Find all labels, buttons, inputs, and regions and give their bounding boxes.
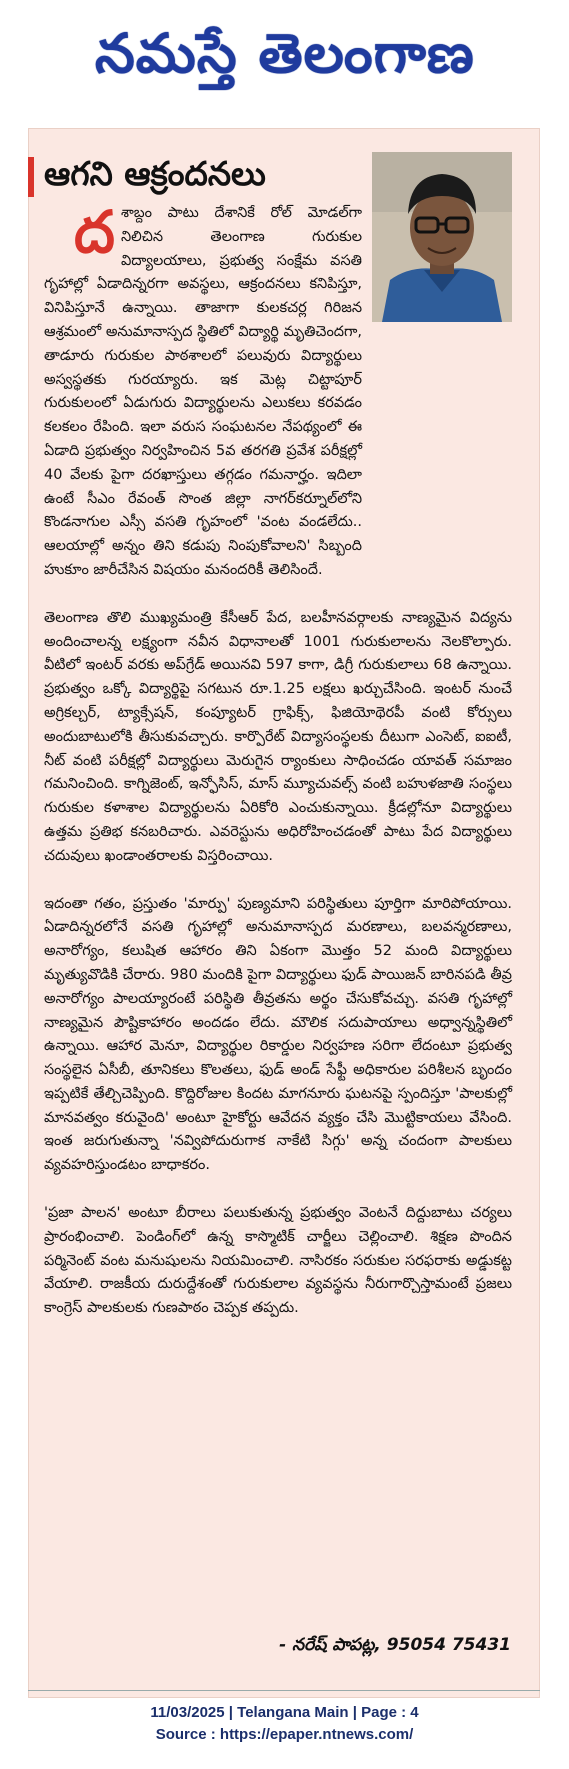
article-body [44,198,512,1345]
paragraph-4: 'ప్రజా పాలన' అంటూ బీరాలు పలుకుతున్న ప్రభుత్వం వెంటనే దిద్దుబాటు చర్యలు ప్రారంభించాలి. పెండింగ్‌లో ఉన్న కాస్మొటిక్ చార్జీలు చెల్లించాలి. శిక్షణ పొందిన పర్మినెంట్ వంట మనుషులను నియమించాలి. నాసిరకం సరుకుల సరఫరాకు అడ్డుకట్ట వేయాలి. రాజకీయ దురుద్దేశంతో గురుకులాల వ్యవస్థను నీరుగార్చొస్తామంటే ప్రజలు కాంగ్రెస్ పాలకులకు గుణపాఠం చెప్పక తప్పదు. [44,1205,512,1317]
newspaper-title: నమస్తే తెలంగాణ [94,21,475,85]
source-link[interactable]: Source : https://epaper.ntnews.com/ [155,1726,414,1743]
headline-accent-bar [28,157,34,197]
drop-cap: ద [74,198,115,266]
article-headline: ఆగని ఆక్రందనలు [44,154,266,193]
paragraph-3: ఇదంతా గతం, ప్రస్తుతం 'మార్పు' పుణ్యమాని పరిస్థితులు పూర్తిగా మారిపోయాయి. ఏడాదిన్నరలోనే వసతి గృహాల్లో అనుమానాస్పద మరణాలు, బలవన్మరణాలు, అనారోగ్యం, కలుషిత ఆహారం తిని ఏకంగా మొత్తం 52 మంది విద్యార్థులు మృత్యువొడికి చేరారు. 980 మందికి పైగా విద్యార్థులు ఫుడ్ పాయిజన్ బారినపడి తీవ్ర అనారోగ్యం పాలయ్యారంటే పరిస్థితి తీవ్రతను అర్థం చేసుకోవచ్చు. వసతి గృహాల్లో నాణ్యమైన పౌష్టికాహారం అందడం లేదు. మౌలిక సదుపాయాలు అధ్వాన్నస్థితిలో ఉన్నాయి. ఆహార మెనూ, విద్యార్థుల రికార్డుల నిర్వహణ సరిగా లేదంటూ ప్రభుత్వ సంస్థలైన ఏసీబీ, తూనికలు కొలతలు, ఫుడ్ అండ్ సేఫ్టీ అధికారుల పరిశీలన బృందం ఇప్పటికే తేల్చిచెప్పింది. కొద్దిరోజుల కిందట మాగనూరు ఘటనపై స్పందిస్తూ 'పాలకుల్లో మానవత్వం కరువైంది' అంటూ హైకోర్టు ఆవేదన వ్యక్తం చేసి మొట్టికాయలు వేసింది. ఇంత జరుగుతున్నా 'నవ్విపోదురుగాక నాకేటి సిగ్గు' అన్న చందంగా పాలకులు వ్యవహరిస్తుండటం బాధాకరం. [44,895,512,1174]
masthead [0,0,569,120]
page-footer [0,1702,569,1746]
footer-divider [28,1690,540,1691]
edition-info: 11/03/2025 | Telangana Main | Page : 4 [150,1704,419,1721]
paragraph-1 [44,198,362,583]
author-signature: - నరేష్ పాపట్ల, 95054 75431 [279,1635,511,1655]
paragraph-2: తెలంగాణ తొలి ముఖ్యమంత్రి కేసీఆర్ పేద, బలహీనవర్గాలకు నాణ్యమైన విద్యను అందించాలన్న లక్ష్యంగా నవీన విధానాలతో 1001 గురుకులాలను నెలకొల్పారు. వీటిలో ఇంటర్ వరకు అప్‌గ్రేడ్ అయినవి 597 కాగా, డిగ్రీ గురుకులాలు 68 ఉన్నాయి. ప్రభుత్వం ఒక్కో విద్యార్థిపై సగటున రూ.1.25 లక్షలు ఖర్చుచేసింది. ఇంటర్ నుంచే అగ్రికల్చర్, ట్యాక్సేషన్, కంప్యూటర్ గ్రాఫిక్స్, ఫిజియోథెరపీ వంటి కోర్సులు అందుబాటులోకి తీసుకువచ్చారు. కార్పొరేట్ విద్యాసంస్థలకు దీటుగా ఎంసెట్, ఐఐటీ, నీట్ వంటి పరీక్షల్లో విద్యార్థులు మెరుగైన ర్యాంకులు సాధించడం యావత్ సమాజం గమనించింది. కాగ్నిజెంట్, ఇన్ఫోసిస్, మాస్ మ్యూచువల్స్ వంటి బహుళజాతి సంస్థలు గురుకుల కళాశాల విద్యార్థులను ఏరికోరి ఎంచుకున్నాయి. క్రీడల్లోనూ విద్యార్థులు ఉత్తమ ప్రతిభ కనబరిచారు. ఎవరెస్టును అధిరోహించడంతో పాటు పేద విద్యార్థులు చదువులు ఖండాంతరాలకు విస్తరించాయి. [44,609,512,864]
paragraph-1-text: శాబ్దం పాటు దేశానికే రోల్ మోడల్‌గా నిలిచిన తెలంగాణ గురుకుల విద్యాలయాలు, ప్రభుత్వ సంక్షేమ వసతి గృహాల్లో ఏడాదిన్నరగా అవస్థలు, ఆక్రందనలు కనిపిస్తూ, వినిపిస్తూనే ఉన్నాయి. తాజాగా కులకచర్ల గిరిజన ఆశ్రమంలో అనుమానాస్పద స్థితిలో విద్యార్థి మృతిచెందగా, తాడూరు గురుకుల పాఠశాలలో పలువురు విద్యార్థులు అస్వస్థతకు గురయ్యారు. ఇక మెట్ల చిట్టాపూర్ గురుకులంలో ఏడుగురు విద్యార్థులను ఎలుకలు కరవడం కలకలం రేపింది. ఇలా వరుస సంఘటనల నేపథ్యంలో ఈ ఏడాది ప్రభుత్వం నిర్వహించిన 5వ తరగతి ప్రవేశ పరీక్షల్లో 40 వేలకు పైగా దరఖాస్తులు తగ్గడం గమనార్హం. ఇదిలా ఉంటే సీఎం రేవంత్ సొంత జిల్లా నాగర్‌కర్నూల్‌లోని కొండనాగుల ఎస్సీ వసతి గృహంలో 'వంట వండలేదు.. ఆలయాల్లో అన్నం తిని కడుపు నింపుకోవాలని' సిబ్బంది హుకూం జారీచేసిన విషయం మనందరికీ తెలిసిందే. [44,205,362,578]
